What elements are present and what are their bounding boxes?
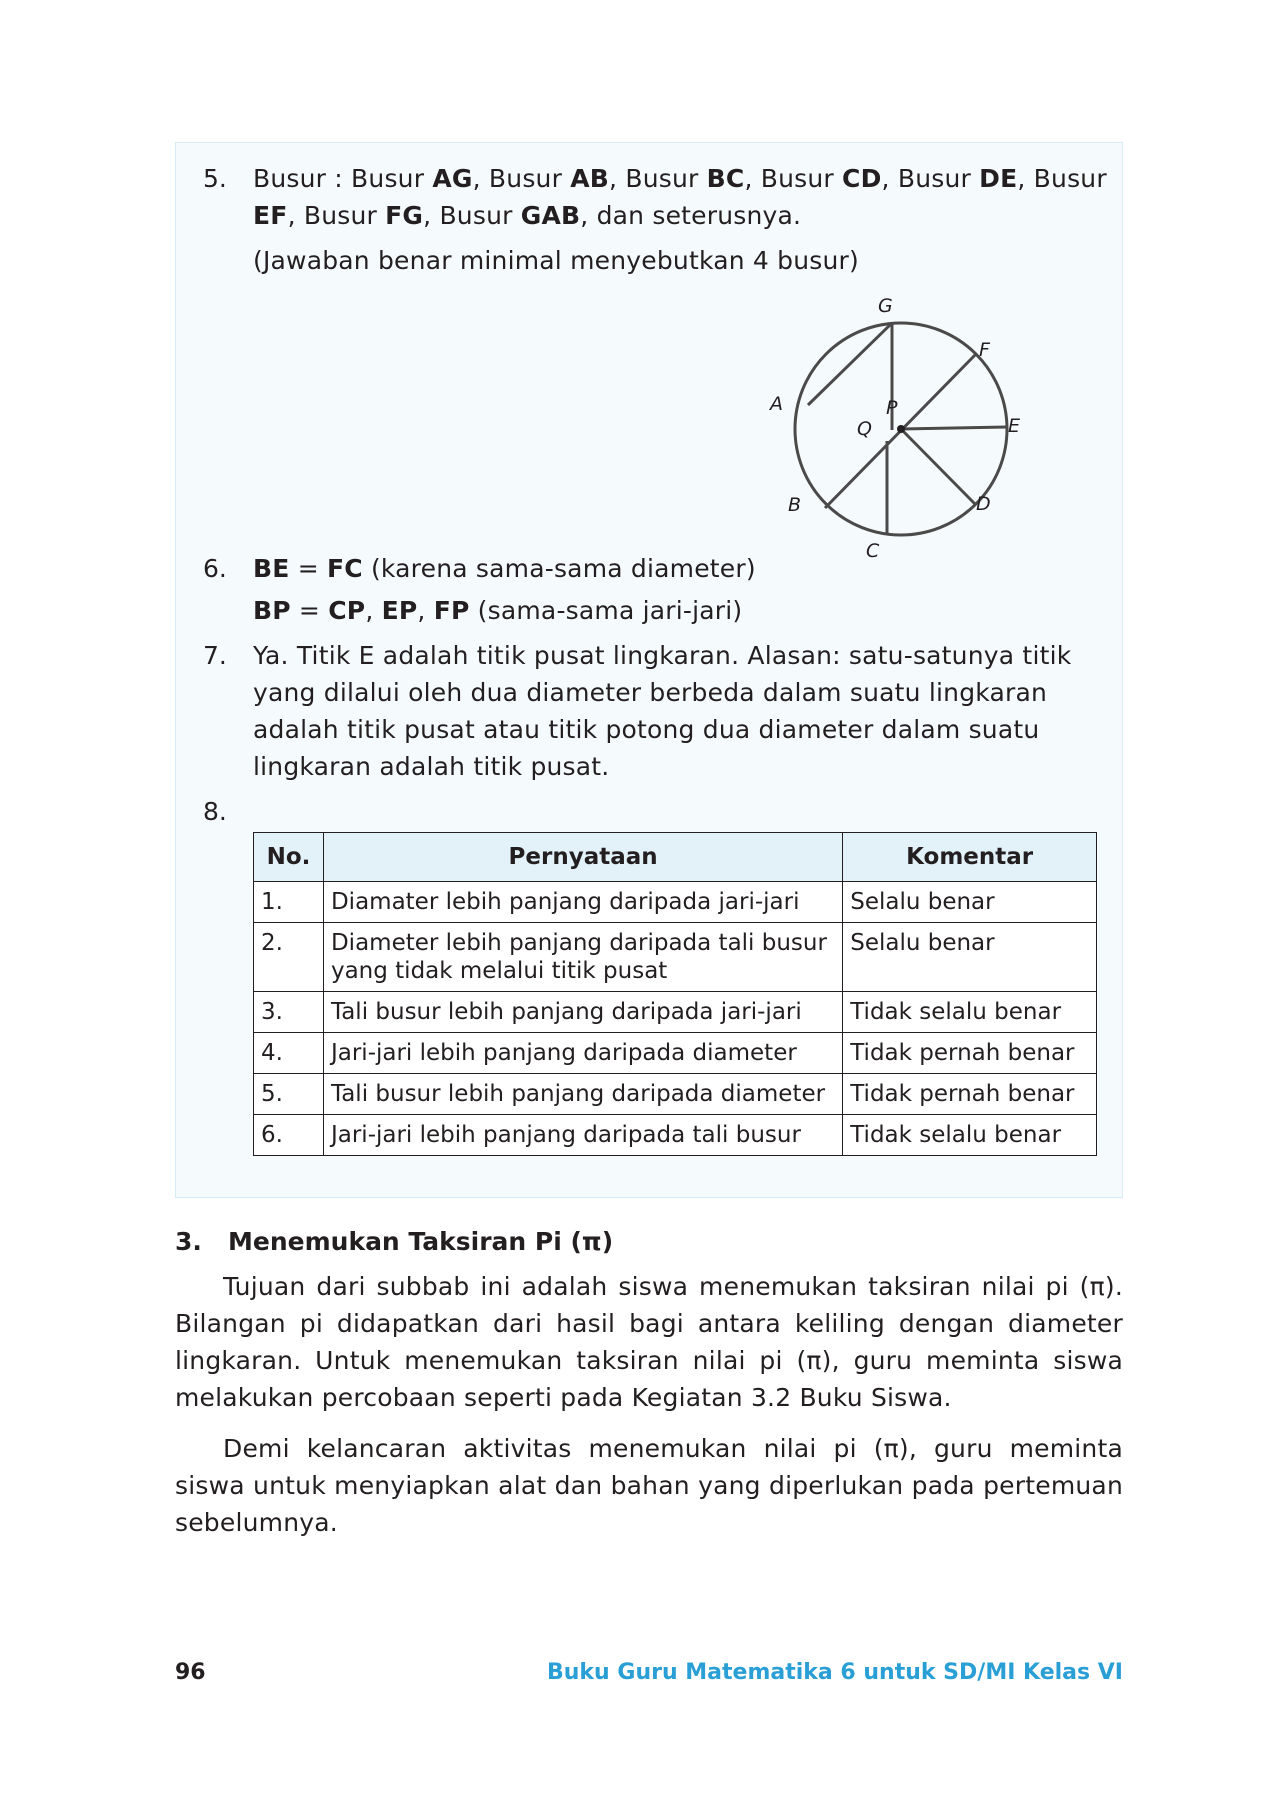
item-7-number: 7.: [203, 641, 227, 670]
section-paragraph-2: Demi kelancaran aktivitas menemukan nilai pi (π), guru meminta siswa untuk menyiapkan alat dan bahan yang diperlukan pada pertemuan sebelumnya.: [175, 1434, 1123, 1537]
row-no: 1.: [254, 882, 324, 923]
center-point: [897, 425, 905, 433]
label-f: F: [979, 339, 990, 361]
item-5-text: Busur : Busur AG, Busur AB, Busur BC, Busur CD, Busur DE, Busur EF, Busur FG, Busur GAB, dan seterusnya.: [253, 164, 1107, 230]
row-comment: Selalu benar: [843, 923, 1097, 992]
table-row: [254, 1115, 1097, 1156]
item-8-number: 8.: [203, 797, 227, 826]
radius-pe: [901, 427, 1007, 429]
label-a: A: [770, 393, 783, 415]
label-b: B: [788, 494, 802, 516]
header-comment: Komentar: [843, 833, 1097, 882]
row-statement: Diameter lebih panjang daripada tali busur yang tidak melalui titik pusat: [323, 923, 842, 992]
table-row: [254, 882, 1097, 923]
row-no: 2.: [254, 923, 324, 992]
header-no: No.: [254, 833, 324, 882]
label-d: D: [976, 493, 991, 515]
section-paragraph-1: Tujuan dari subbab ini adalah siswa menemukan taksiran nilai pi (π). Bilangan pi didapatkan dari hasil bagi antara keliling dengan diameter lingkaran. Untuk menemukan taksiran nilai pi (π), guru meminta siswa melakukan percobaan seperti pada Kegiatan 3.2 Buku Siswa.: [175, 1272, 1123, 1412]
item-7-line4: lingkaran adalah titik pusat.: [253, 752, 610, 781]
row-statement: Jari-jari lebih panjang daripada tali busur: [323, 1115, 842, 1156]
item-6-line1: BE = FC (karena sama-sama diameter): [253, 554, 756, 583]
row-statement: Jari-jari lebih panjang daripada diameter: [323, 1033, 842, 1074]
table-row: [254, 992, 1097, 1033]
table-row: [254, 1033, 1097, 1074]
row-comment: Selalu benar: [843, 882, 1097, 923]
label-p: P: [886, 397, 898, 419]
radius-pd: [901, 429, 975, 504]
label-e: E: [1008, 415, 1021, 437]
label-g: G: [878, 295, 893, 317]
row-statement: Diamater lebih panjang daripada jari-jari: [323, 882, 842, 923]
book-title: Buku Guru Matematika 6 untuk SD/MI Kelas VI: [547, 1660, 1123, 1685]
item-7-line1: Ya. Titik E adalah titik pusat lingkaran. Alasan: satu-satunya titik: [253, 641, 1072, 670]
section-heading: 3. Menemukan Taksiran Pi (π): [175, 1227, 614, 1256]
item-7-line3: adalah titik pusat atau titik potong dua diameter dalam suatu: [253, 715, 1040, 744]
statement-table: [253, 832, 1097, 1156]
row-no: 3.: [254, 992, 324, 1033]
header-statement: Pernyataan: [323, 833, 842, 882]
table-header-row: [254, 833, 1097, 882]
row-no: 5.: [254, 1074, 324, 1115]
table-row: [254, 923, 1097, 992]
row-comment: Tidak selalu benar: [843, 1115, 1097, 1156]
circle-diagram: [760, 292, 1030, 572]
table-row: [254, 1074, 1097, 1115]
item-6-line2: BP = CP, EP, FP (sama-sama jari-jari): [253, 596, 743, 625]
item-6-number: 6.: [203, 554, 227, 583]
row-no: 4.: [254, 1033, 324, 1074]
row-comment: Tidak selalu benar: [843, 992, 1097, 1033]
item-7-line2: yang dilalui oleh dua diameter berbeda dalam suatu lingkaran: [253, 678, 1048, 707]
label-q: Q: [857, 418, 872, 440]
label-c: C: [866, 540, 880, 562]
row-comment: Tidak pernah benar: [843, 1074, 1097, 1115]
page-number: 96: [175, 1660, 206, 1685]
item-5-note: (Jawaban benar minimal menyebutkan 4 busur): [253, 246, 859, 275]
item-5-number: 5.: [203, 164, 227, 193]
row-statement: Tali busur lebih panjang daripada jari-jari: [323, 992, 842, 1033]
row-comment: Tidak pernah benar: [843, 1033, 1097, 1074]
row-no: 6.: [254, 1115, 324, 1156]
row-statement: Tali busur lebih panjang daripada diameter: [323, 1074, 842, 1115]
